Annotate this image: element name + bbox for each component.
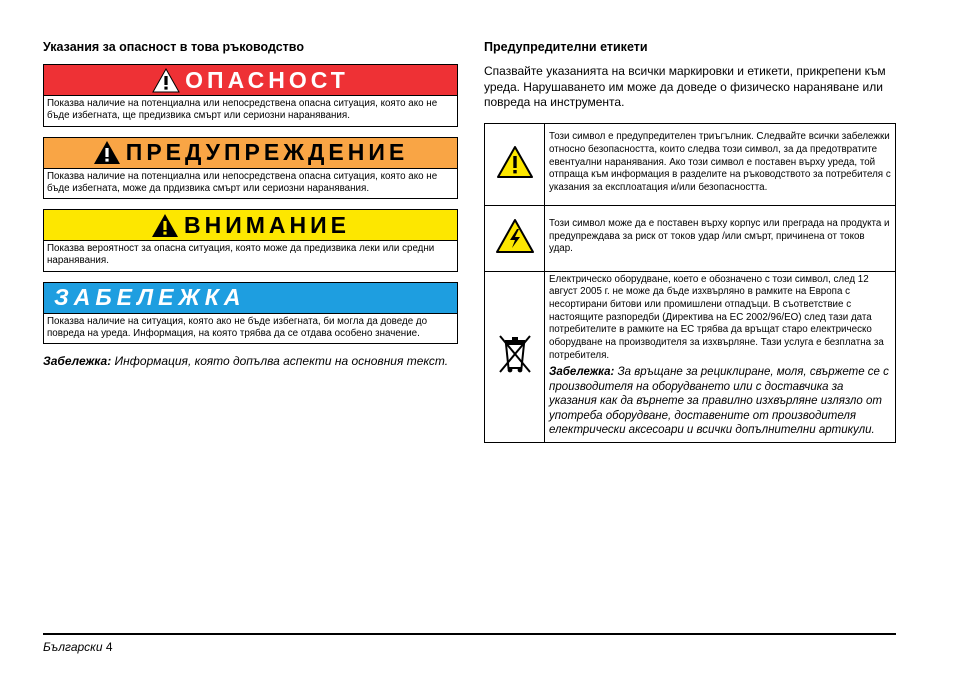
label-description: [545, 271, 896, 442]
electric-shock-icon: [495, 218, 535, 254]
note-text: Информация, която допълва аспекти на основния текст.: [114, 354, 449, 369]
notice-text: Показва наличие на ситуация, която ако не бъде избегната, би могла да доведе до повреда на уреда. Информация, на която трябва да се отдава особено значение.: [47, 315, 428, 340]
labels-table: [484, 123, 896, 443]
danger-label: ОПАСНОСТ: [185, 66, 349, 93]
labels-section-title: Предупредителни етикети: [484, 40, 648, 54]
warning-label: ПРЕДУПРЕЖДЕНИЕ: [125, 139, 409, 166]
table-row: [485, 271, 896, 442]
table-row: [485, 205, 896, 271]
page-footer: [43, 640, 113, 654]
notice-label: ЗАБЕЛЕЖКА: [54, 284, 246, 311]
danger-text: Показва наличие на потенциална или непосредствена опасна ситуация, която ако не бъде избегната, ще предизвика смърт или сериозни наранявания.: [47, 98, 438, 122]
crossed-out-bin-icon: [496, 332, 534, 376]
note-text: За връщане за рециклиране, моля, свържете се с производителя на оборудването или с доставчика за указания как да върнете за правилно изхвърляне излязло от употреба оборудване, доставените от производителя електрически аксесоари и всички допълнителни артикули.: [549, 366, 889, 437]
caution-text: Показва вероятност за опасна ситуация, която може да предизвика леки или средни наранявания.: [47, 243, 435, 267]
caution-box: [43, 209, 458, 272]
warning-triangle-icon: [93, 140, 121, 165]
warning-box: [43, 137, 458, 200]
label-description: Този символ е предупредителен триъгълник. Следвайте всички забележки относно безопасността, които следва този символ, за да предотвратите евентуални наранявания. Ако този символ е поставен върху уреда, той отпраща към информация в разделите на ръководството за потребителя с указания за експлоатация и/или безопасността.: [545, 123, 896, 205]
caution-label: ВНИМАНИЕ: [183, 211, 350, 238]
table-row: [485, 123, 896, 205]
notice-header: [44, 283, 457, 314]
warning-text: Показва наличие на потенциална или непосредствена опасна ситуация, която ако не бъде избегната, може да прдизвика смърт или сериозни наранявания.: [47, 170, 438, 194]
label-description: Този символ може да е поставен върху корпус или преграда на продукта и предупреждава за риск от токов удар /или смърт, причинена от токов удар.: [545, 205, 896, 271]
icon-cell: [485, 205, 545, 271]
note-paragraph: [43, 354, 458, 369]
weee-note: [549, 365, 891, 438]
icon-cell: [485, 123, 545, 205]
warning-triangle-icon: [496, 145, 534, 179]
page-number: 4: [105, 640, 113, 654]
footer-language: Български: [43, 640, 103, 654]
hazard-section-title: Указания за опасност в това ръководство: [43, 40, 304, 54]
warning-triangle-icon: [152, 68, 180, 93]
warning-triangle-icon: [151, 213, 179, 238]
danger-header: [44, 65, 457, 96]
weee-text: Електрическо оборудване, което е обозначено с този символ, след 12 август 2005 г. не може да бъде изхвърляно в рамките на Европа с несортирани битови или промишлени отпадъци. В съответствие с настоящите разпоредби (Директива на ЕС 2002/96/ЕО) след тази дата потребителите в рамките на ЕС трябва да връщат старо електрическо оборудване на производителя за изхвърляне. Тази услуга е безплатна за потребителя.: [549, 273, 884, 361]
left-column: [43, 40, 458, 369]
notice-box: [43, 282, 458, 345]
danger-box: [43, 64, 458, 127]
warning-header: [44, 138, 457, 169]
footer-divider: [43, 633, 896, 635]
note-label: Забележка:: [43, 354, 112, 369]
icon-cell: [485, 271, 545, 442]
note-label: Забележка:: [549, 366, 615, 379]
labels-intro: Спазвайте указанията на всички маркировки и етикети, прикрепени към уреда. Нарушаването им може да доведе о физическо нараняване или повреда на инструмента.: [484, 64, 886, 109]
caution-header: [44, 210, 457, 241]
right-column: [484, 40, 896, 443]
